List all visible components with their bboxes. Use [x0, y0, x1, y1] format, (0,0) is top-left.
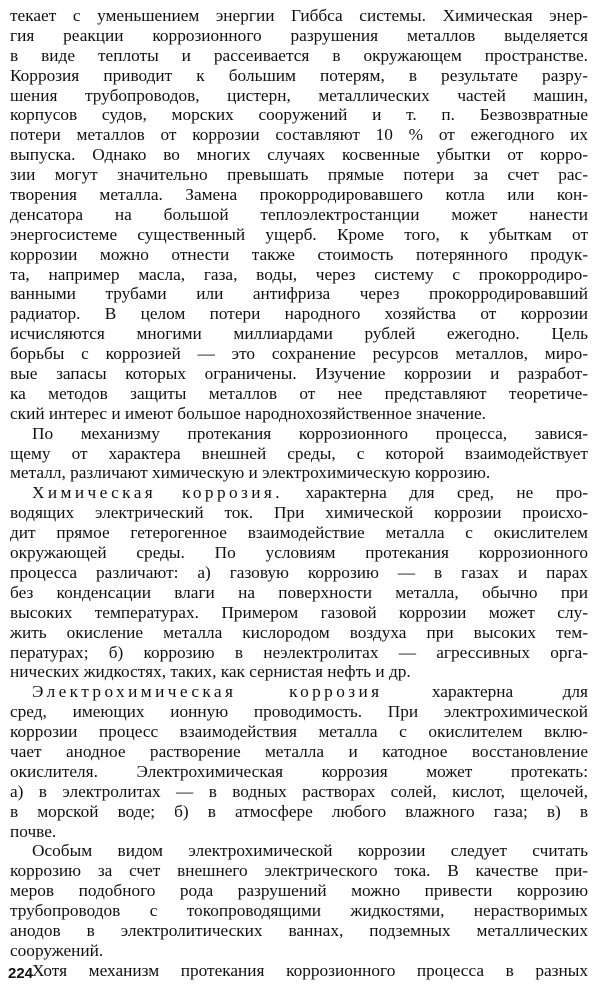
text-line: окислителя. Электрохимическая коррозия может протекать:	[10, 761, 588, 781]
text-line: текает с уменьшением энергии Гиббса системы. Химическая энер-	[10, 6, 588, 25]
text-line: потери металлов от коррозии составляют 10 % от ежегодного их	[10, 125, 588, 145]
text-line: денсатора на большой теплоэлектростанции может нанести	[10, 204, 588, 224]
text-line: борьбы с коррозией — это сохранение ресурсов металлов, миро-	[10, 344, 588, 364]
text-line: нических жидкостях, таких, как сернистая нефть и др.	[10, 662, 411, 682]
text-line: ский интерес и имеют большое народнохозяйственное значение.	[10, 403, 486, 423]
paragraph-4	[10, 682, 588, 841]
text-line: Хотя механизм протекания коррозионного процесса в разных	[32, 960, 588, 980]
text-line: выпуска. Однако во многих случаях косвенные убытки от корро-	[10, 145, 588, 165]
text-line: Особым видом электрохимической коррозии следует считать	[32, 841, 588, 861]
text-line: Коррозия приводит к большим потерям, в результате разру-	[10, 65, 588, 85]
text-line: без конденсации влаги на поверхности металла, обычно при	[10, 582, 588, 602]
text-line: радиатор. В целом потери народного хозяйства от коррозии	[10, 304, 588, 324]
spaced-term-electrochemical-corrosion: Электрохимическая коррозия	[32, 682, 383, 702]
text-line: меров подобного рода разрушений можно привести коррозию	[10, 881, 588, 901]
text-line: трубопроводов с токопроводящими жидкостями, нерастворимых	[10, 901, 588, 921]
text-line: высоких температурах. Примером газовой коррозии может слу-	[10, 602, 588, 622]
text-line: коррозию за счет внешнего электрического тока. В качестве при-	[10, 861, 588, 881]
text-line: энергосистеме существенный ущерб. Кроме того, к убыткам от	[10, 224, 588, 244]
page-number: 224	[8, 965, 34, 982]
text-line: сооружений.	[10, 940, 104, 960]
text-line: творения металла. Замена прокорродировавшего котла или кон-	[10, 185, 588, 205]
text-line: корпусов судов, морских сооружений и т. п. Безвозвратные	[10, 105, 588, 125]
text-line-rest: характерна для	[382, 682, 588, 702]
text-line: водящих электрический ток. При химической коррозии происхо-	[10, 503, 588, 523]
text-line: вые запасы которых ограничены. Изучение коррозии и разработ-	[10, 364, 588, 384]
text-line	[10, 682, 588, 702]
paragraph-3	[10, 483, 588, 682]
text-line: гия реакции коррозионного разрушения металлов выделяется	[10, 25, 588, 45]
spaced-term-chemical-corrosion: Химическая коррозия.	[32, 483, 283, 503]
text-line: исчисляются многими миллиардами рублей ежегодно. Цель	[10, 324, 588, 344]
text-line: жить окисление металла кислородом воздуха при высоких тем-	[10, 622, 588, 642]
text-line	[10, 483, 588, 503]
text-line: чает анодное растворение металла и катодное восстановление	[10, 741, 588, 761]
text-line: окружающей среды. По условиям протекания коррозионного	[10, 543, 588, 563]
text-line-rest: характерна для сред, не про-	[283, 483, 588, 503]
text-line: сред, имеющих ионную проводимость. При электрохимической	[10, 702, 588, 722]
text-line: коррозии процесс взаимодействия металла с окислителем вклю-	[10, 722, 588, 742]
text-line: ванными трубами или антифриза через прокорродировавший	[10, 284, 588, 304]
text-line: пературах; б) коррозию в неэлектролитах — агрессивных орга-	[10, 642, 588, 662]
text-line: анодов в электролитических ваннах, подземных металлических	[10, 920, 588, 940]
text-line: та, например масла, газа, воды, через систему с прокорродиро-	[10, 264, 588, 284]
text-line: в виде теплоты и рассеивается в окружающем пространстве.	[10, 45, 588, 65]
paragraph-1	[10, 6, 588, 424]
paragraph-2	[10, 424, 588, 484]
text-line: По механизму протекания коррозионного процесса, завися-	[32, 423, 588, 443]
paragraph-5	[10, 841, 588, 960]
text-line: коррозии можно отнести также стоимость потерянного продук-	[10, 244, 588, 264]
document-page	[10, 6, 588, 981]
text-line: а) в электролитах — в водных растворах солей, кислот, щелочей,	[10, 781, 588, 801]
text-line: дит прямое гетерогенное взаимодействие металла с окислителем	[10, 523, 588, 543]
text-line: ка методов защиты металлов от нее представляют теоретиче-	[10, 383, 588, 403]
text-line: щему от характера внешней среды, с которой взаимодействует	[10, 443, 588, 463]
text-line: зии могут значительно превышать прямые потери за счет рас-	[10, 165, 588, 185]
text-line: шения трубопроводов, цистерн, металлических частей машин,	[10, 85, 588, 105]
paragraph-6	[10, 961, 588, 981]
text-line: процесса различают: а) газовую коррозию — в газах и парах	[10, 562, 588, 582]
text-line: металл, различают химическую и электрохимическую коррозию.	[10, 463, 491, 483]
text-line: в морской воде; б) в атмосфере любого влажного газа; в) в	[10, 801, 588, 821]
text-line: почве.	[10, 821, 57, 841]
